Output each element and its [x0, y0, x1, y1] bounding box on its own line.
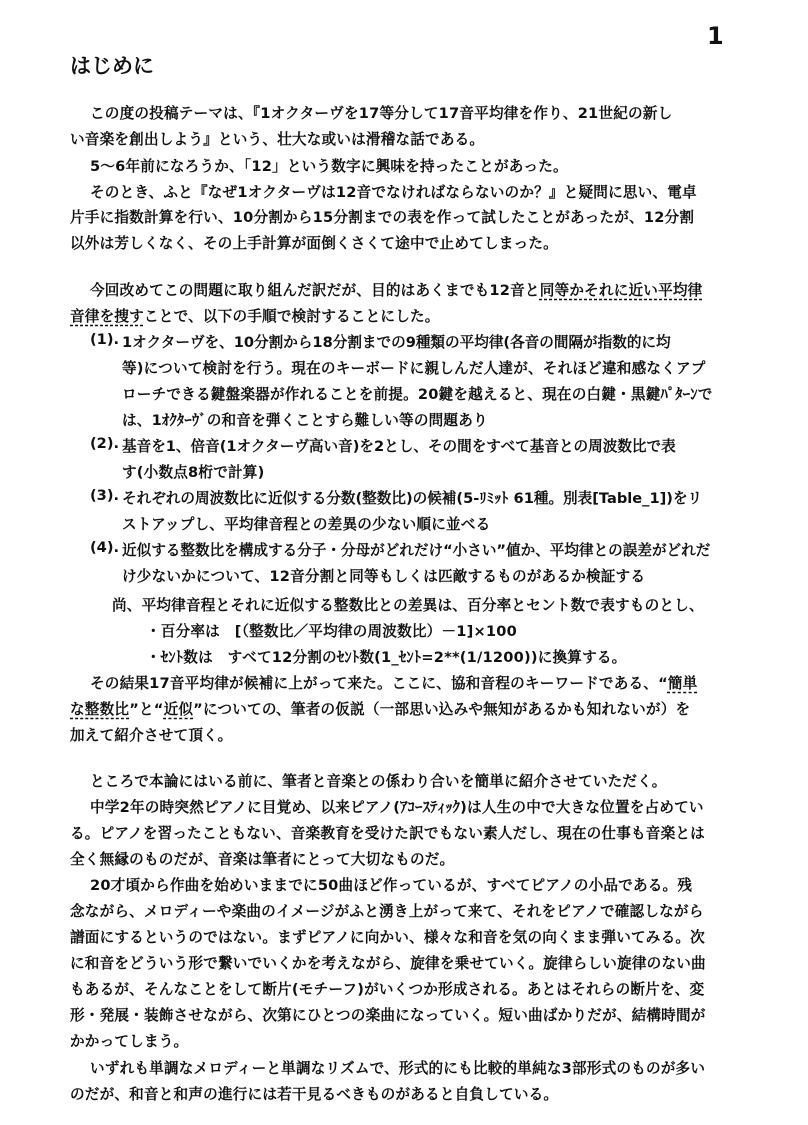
underlined-phrase: な整数比 [70, 701, 130, 718]
step-line: それぞれの周波数比に近似する分数(整数比)の候補(5-ﾘﾐｯﾄ 61種。別表[Table_1])をリ [122, 490, 703, 507]
text-line [70, 698, 690, 719]
paragraph-2: 5～6年前になろうか、「12」という数字に興味を持ったことがあった。 [90, 158, 568, 175]
step-line: 等)について検討を行う。現在のキーボードに親しんだ人達が、それほど違和感なくアプ [122, 360, 706, 377]
text-span: ”と“ [129, 701, 164, 718]
note-bullet-cents: ・ｾﾝﾄ数は すべて12分割のｾﾝﾄ数(1_ｾﾝﾄ=2**(1/1200))に換算する。 [146, 649, 627, 666]
page-number: 1 [707, 22, 724, 50]
step-line: は、1ｵｸﾀｰｳﾞの和音を弾くことすら難しい等の問題あり [122, 412, 488, 429]
step-line: ローチできる鍵盤楽器が作れることを前提。20鍵を越えると、現在の白鍵・黒鍵ﾊﾟﾀｰﾝで [122, 386, 713, 403]
text-span: ”についての、筆者の仮説（一部思い込みや無知があるかも知れないが）を [193, 701, 691, 718]
text-line: 以外は芳しくなく、その上手計算が面倒くさくて途中で止めてしまった。 [70, 235, 558, 252]
text-line: この度の投稿テーマは、『1オクターヴを17等分して17音平均律を作り、21世紀の新し [90, 105, 673, 122]
text-line: 中学2年の時突然ピアノに目覚め、以来ピアノ(ｱｺｰｽﾃｨｯｸ)は人生の中で大きな位置を占めてい [90, 799, 704, 816]
text-span: 今回改めてこの問題に取り組んだ訳だが、目的はあくまでも12音と [90, 282, 540, 299]
text-line: そのとき、ふと『なぜ1オクターヴは12音でなければならないのか？』と疑問に思い、電卓 [90, 184, 697, 201]
text-line: 形・発展・装飾させながら、次第にひとつの楽曲になっていく。短い曲ばかりだが、結構時間が [70, 1007, 706, 1024]
text-line: い音楽を創出しよう』という、壮大な或いは滑稽な話である。 [70, 131, 485, 148]
text-line: 20才頃から作曲を始めいままでに50曲ほど作っているが、すべてピアノの小品である。残 [90, 877, 693, 894]
step-label: (4). [90, 539, 120, 556]
text-line [70, 305, 440, 326]
text-line: 加えて紹介させて頂く。 [70, 727, 233, 744]
text-line: 全く無縁のものだが、音楽は筆者にとって大切なものだ。 [70, 851, 455, 868]
text-line [90, 279, 702, 300]
text-line: もあるが、そんなことをして断片(モチーフ)がいくつか形成される。あとはそれらの断片を、変 [70, 981, 705, 998]
text-line: 片手に指数計算を行い、10分割から15分割までの表を作って試したことがあったが、12分割 [70, 209, 695, 226]
text-line [90, 672, 697, 693]
step-line: す(小数点8桁で計算) [122, 464, 265, 481]
text-line: いずれも単調なメロディーと単調なリズムで、形式的にも比較的単純な3部形式のものが多い [90, 1060, 706, 1077]
text-line: 譜面にするというのではない。まずピアノに向かい、様々な和音を気の向くまま弾いてみる。次 [70, 929, 705, 946]
note-bullet-percent: ・百分率は [（整数比／平均律の周波数比）－1]×100 [146, 623, 517, 640]
step-label: (3). [90, 487, 120, 504]
step-line: ストアップし、平均律音程との差異の少ない順に並べる [122, 516, 491, 533]
text-span: その結果17音平均律が候補に上がって来た。ここに、協和音程のキーワードである、“ [90, 675, 668, 692]
step-line: 1オクターヴを、10分割から18分割までの9種類の平均律(各音の間隔が指数的に均 [122, 334, 671, 351]
underlined-phrase: 近似 [163, 701, 194, 718]
text-line: 念ながら、メロディーや楽曲のイメージがふと湧き上がって来て、それをピアノで確認しながら [70, 903, 704, 920]
text-line: に和音をどういう形で繋いでいくかを考えながら、旋律を乗せていく。旋律らしい旋律のない曲 [70, 955, 706, 972]
text-line: る。ピアノを習ったこともない、音楽教育を受けた訳でもない素人だし、現在の仕事も音楽とは [70, 825, 705, 842]
note-intro: 尚、平均律音程とそれに近似する整数比との差異は、百分率とセント数で表すものとし、 [112, 597, 704, 614]
page-heading: はじめに [70, 54, 154, 78]
underlined-phrase: 同等かそれに近い平均律 [539, 282, 703, 299]
paragraph-6: ところで本論にはいる前に、筆者と音楽との係わり合いを簡単に紹介させていただく。 [90, 773, 667, 790]
text-span: ことで、以下の手順で検討することにした。 [143, 308, 440, 325]
step-label: (1). [90, 331, 120, 348]
text-line: のだが、和音と和声の進行には若干見るべきものがあると自負している。 [70, 1086, 559, 1103]
text-line: かかってしまう。 [70, 1033, 189, 1050]
underlined-phrase: 音律を捜す [70, 308, 144, 325]
underlined-phrase: 簡単 [667, 675, 698, 692]
step-line: け少ないかについて、12音分割と同等もしくは匹敵するものがあるか検証する [122, 568, 646, 585]
step-label: (2). [90, 435, 120, 452]
step-line: 近似する整数比を構成する分子・分母がどれだけ“小さい”値か、平均律との誤差がどれだ [122, 542, 711, 559]
step-line: 基音を1、倍音(1オクターヴ高い音)を2とし、その間をすべて基音との周波数比で表 [122, 438, 676, 455]
